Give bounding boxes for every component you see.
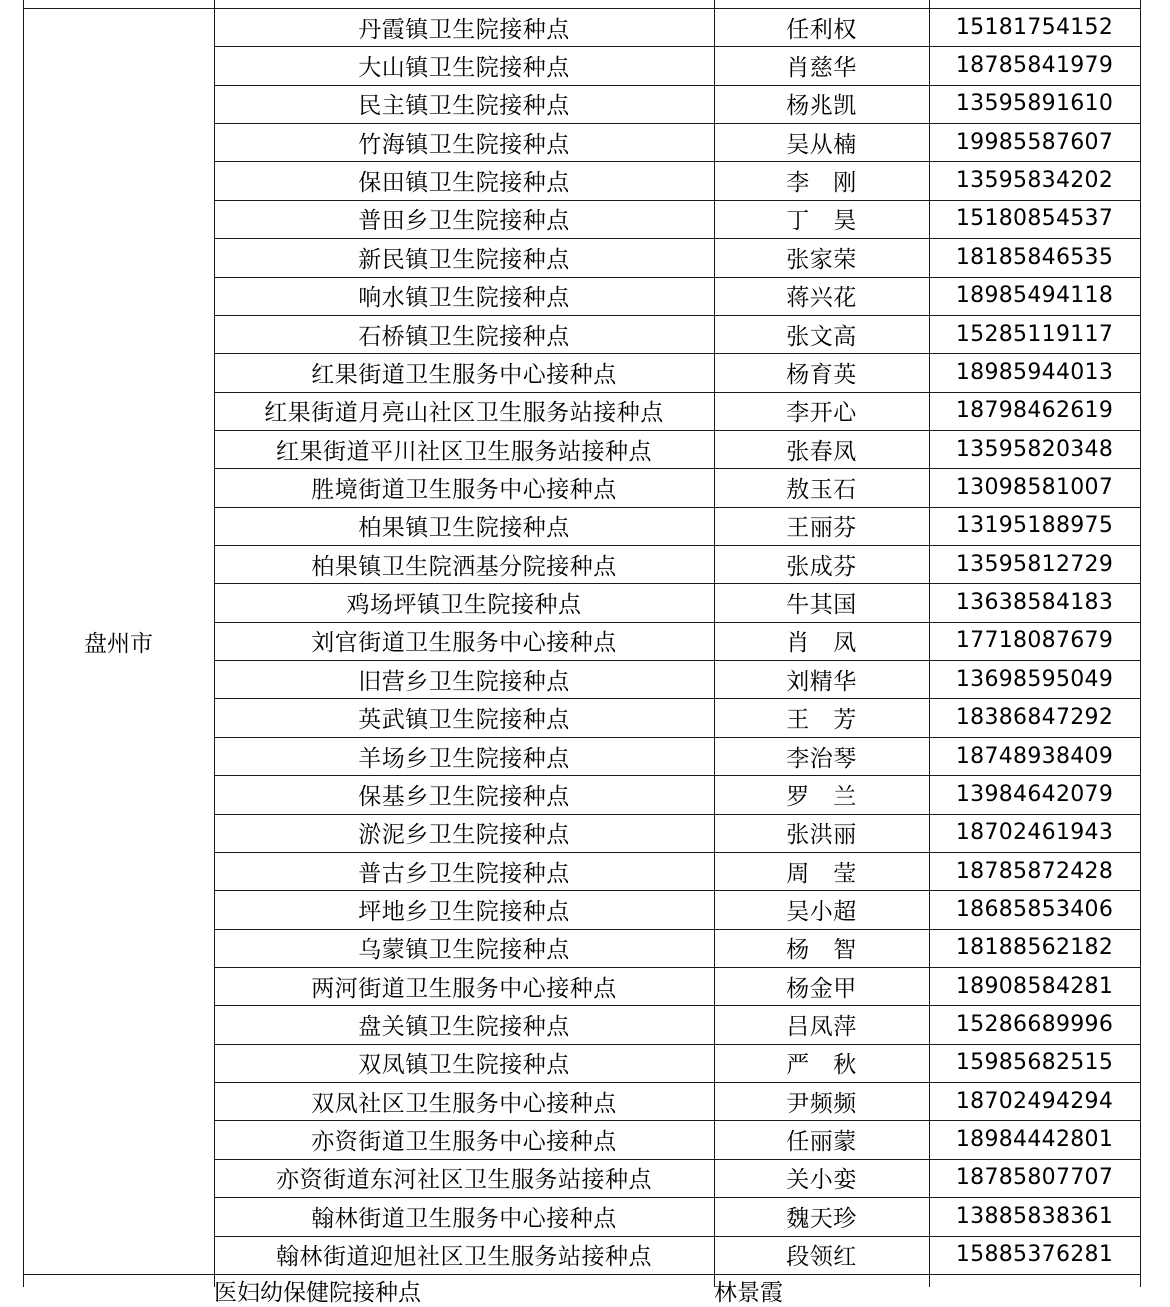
- row-divider: [214, 46, 1140, 47]
- contact-person-cell: 严 秋: [786, 1052, 857, 1079]
- phone-number-cell: 13885838361: [955, 1203, 1114, 1229]
- next-row-contact-partial: 林景霞: [714, 1280, 783, 1306]
- phone-number-cell: 18386847292: [955, 705, 1114, 731]
- column-divider: [1140, 0, 1141, 1287]
- site-name-cell: 亦资街道卫生服务中心接种点: [311, 1129, 617, 1156]
- column-divider: [929, 0, 930, 1287]
- phone-number-cell: 15286689996: [955, 1012, 1114, 1038]
- site-name-cell: 红果街道平川社区卫生服务站接种点: [276, 438, 652, 465]
- site-name-cell: 双凤镇卫生院接种点: [358, 1052, 570, 1079]
- site-name-cell: 刘官街道卫生服务中心接种点: [311, 630, 617, 657]
- row-divider: [23, 8, 1140, 9]
- row-divider: [214, 660, 1140, 661]
- phone-number-cell: 18185846535: [955, 244, 1114, 270]
- contact-person-cell: 尹频频: [786, 1090, 857, 1117]
- site-name-cell: 民主镇卫生院接种点: [358, 93, 570, 120]
- site-name-cell: 红果街道卫生服务中心接种点: [311, 361, 617, 388]
- phone-number-cell: 13595834202: [955, 168, 1114, 194]
- phone-number-cell: 13595820348: [955, 436, 1114, 462]
- contact-person-cell: 李 刚: [786, 170, 857, 197]
- contact-person-cell: 段领红: [786, 1244, 857, 1271]
- contact-person-cell: 王 芳: [786, 707, 857, 734]
- contact-person-cell: 丁 昊: [786, 208, 857, 235]
- site-name-cell: 响水镇卫生院接种点: [358, 285, 570, 312]
- row-divider: [214, 161, 1140, 162]
- phone-number-cell: 18748938409: [955, 743, 1114, 769]
- phone-number-cell: 18785841979: [955, 53, 1114, 79]
- contact-person-cell: 蒋兴花: [786, 285, 857, 312]
- phone-number-cell: 18685853406: [955, 896, 1114, 922]
- site-name-cell: 胜境街道卫生服务中心接种点: [311, 476, 617, 503]
- phone-number-cell: 18985494118: [955, 283, 1114, 309]
- site-name-cell: 英武镇卫生院接种点: [358, 707, 570, 734]
- phone-number-cell: 13098581007: [955, 474, 1114, 500]
- row-divider: [214, 507, 1140, 508]
- contact-person-cell: 杨育英: [786, 361, 857, 388]
- column-divider: [714, 0, 715, 1287]
- row-divider: [214, 1159, 1140, 1160]
- contact-person-cell: 李开心: [786, 400, 857, 427]
- row-divider: [214, 737, 1140, 738]
- next-row-site-partial: 医妇幼保健院接种点: [214, 1280, 421, 1306]
- row-divider: [214, 929, 1140, 930]
- row-divider: [214, 468, 1140, 469]
- phone-number-cell: 17718087679: [955, 628, 1114, 654]
- contact-person-cell: 张文高: [786, 323, 857, 350]
- phone-number-cell: 15285119117: [955, 321, 1114, 347]
- phone-number-cell: 15885376281: [955, 1242, 1114, 1268]
- site-name-cell: 柏果镇卫生院洒基分院接种点: [311, 553, 617, 580]
- site-name-cell: 盘关镇卫生院接种点: [358, 1014, 570, 1041]
- row-divider: [214, 1197, 1140, 1198]
- phone-number-cell: 18702461943: [955, 820, 1114, 846]
- phone-number-cell: 18908584281: [955, 973, 1114, 999]
- phone-number-cell: 13595891610: [955, 91, 1114, 117]
- phone-number-cell: 15985682515: [955, 1050, 1114, 1076]
- contact-person-cell: 关小娈: [786, 1167, 857, 1194]
- row-divider: [214, 123, 1140, 124]
- contact-person-cell: 张洪丽: [786, 822, 857, 849]
- row-divider: [214, 1082, 1140, 1083]
- site-name-cell: 羊场乡卫生院接种点: [358, 745, 570, 772]
- contact-person-cell: 吕凤萍: [786, 1014, 857, 1041]
- row-divider: [214, 852, 1140, 853]
- county-cell: 盘州市: [84, 630, 153, 657]
- site-name-cell: 乌蒙镇卫生院接种点: [358, 937, 570, 964]
- site-name-cell: 柏果镇卫生院接种点: [358, 515, 570, 542]
- phone-number-cell: 18785872428: [955, 858, 1114, 884]
- phone-number-cell: 15180854537: [955, 206, 1114, 232]
- phone-number-cell: 13638584183: [955, 590, 1114, 616]
- site-name-cell: 红果街道月亮山社区卫生服务站接种点: [264, 400, 664, 427]
- row-divider: [214, 200, 1140, 201]
- contact-person-cell: 周 莹: [786, 860, 857, 887]
- contact-person-cell: 王丽芬: [786, 515, 857, 542]
- contact-person-cell: 肖 凤: [786, 630, 857, 657]
- column-divider: [23, 0, 24, 1287]
- contact-person-cell: 杨 智: [786, 937, 857, 964]
- contact-person-cell: 敖玉石: [786, 476, 857, 503]
- phone-number-cell: 15181754152: [955, 14, 1114, 40]
- row-divider: [214, 698, 1140, 699]
- row-divider: [214, 775, 1140, 776]
- row-divider: [214, 430, 1140, 431]
- contact-person-cell: 吴从楠: [786, 131, 857, 158]
- site-name-cell: 坪地乡卫生院接种点: [358, 898, 570, 925]
- contact-person-cell: 牛其国: [786, 592, 857, 619]
- site-name-cell: 翰林街道卫生服务中心接种点: [311, 1205, 617, 1232]
- contact-person-cell: 李治琴: [786, 745, 857, 772]
- contact-person-cell: 任丽蒙: [786, 1129, 857, 1156]
- row-divider: [214, 814, 1140, 815]
- phone-number-cell: 18188562182: [955, 935, 1114, 961]
- row-divider: [214, 622, 1140, 623]
- phone-number-cell: 18785807707: [955, 1165, 1114, 1191]
- site-name-cell: 鸡场坪镇卫生院接种点: [346, 592, 582, 619]
- site-name-cell: 保田镇卫生院接种点: [358, 170, 570, 197]
- phone-number-cell: 13195188975: [955, 513, 1114, 539]
- site-name-cell: 普田乡卫生院接种点: [358, 208, 570, 235]
- row-divider: [214, 1236, 1140, 1237]
- contact-person-cell: 张家荣: [786, 246, 857, 273]
- row-divider: [214, 967, 1140, 968]
- contact-person-cell: 张春凤: [786, 438, 857, 465]
- row-divider: [214, 277, 1140, 278]
- column-divider: [214, 0, 215, 1287]
- row-divider: [214, 353, 1140, 354]
- row-divider: [214, 1005, 1140, 1006]
- contact-person-cell: 张成芬: [786, 553, 857, 580]
- phone-number-cell: 13984642079: [955, 781, 1114, 807]
- site-name-cell: 淤泥乡卫生院接种点: [358, 822, 570, 849]
- contact-person-cell: 罗 兰: [786, 783, 857, 810]
- contact-person-cell: 魏天珍: [786, 1205, 857, 1232]
- phone-number-cell: 18702494294: [955, 1088, 1114, 1114]
- row-divider: [214, 583, 1140, 584]
- row-divider: [214, 890, 1140, 891]
- phone-number-cell: 13698595049: [955, 666, 1114, 692]
- site-name-cell: 普古乡卫生院接种点: [358, 860, 570, 887]
- contact-person-cell: 刘精华: [786, 668, 857, 695]
- row-divider: [214, 1120, 1140, 1121]
- row-divider: [214, 545, 1140, 546]
- site-name-cell: 双凤社区卫生服务中心接种点: [311, 1090, 617, 1117]
- row-divider: [214, 85, 1140, 86]
- site-name-cell: 保基乡卫生院接种点: [358, 783, 570, 810]
- site-name-cell: 翰林街道迎旭社区卫生服务站接种点: [276, 1244, 652, 1271]
- phone-number-cell: 18984442801: [955, 1127, 1114, 1153]
- phone-number-cell: 18985944013: [955, 359, 1114, 385]
- row-divider: [214, 315, 1140, 316]
- contact-person-cell: 肖慈华: [786, 55, 857, 82]
- contact-person-cell: 杨金甲: [786, 975, 857, 1002]
- phone-number-cell: 19985587607: [955, 129, 1114, 155]
- site-name-cell: 两河街道卫生服务中心接种点: [311, 975, 617, 1002]
- phone-number-cell: 18798462619: [955, 398, 1114, 424]
- site-name-cell: 丹霞镇卫生院接种点: [358, 16, 570, 43]
- site-name-cell: 大山镇卫生院接种点: [358, 55, 570, 82]
- contact-person-cell: 任利权: [786, 16, 857, 43]
- phone-number-cell: 13595812729: [955, 551, 1114, 577]
- site-name-cell: 旧营乡卫生院接种点: [358, 668, 570, 695]
- site-name-cell: 新民镇卫生院接种点: [358, 246, 570, 273]
- row-divider: [214, 392, 1140, 393]
- site-name-cell: 竹海镇卫生院接种点: [358, 131, 570, 158]
- row-divider: [214, 1044, 1140, 1045]
- row-divider: [214, 238, 1140, 239]
- site-name-cell: 石桥镇卫生院接种点: [358, 323, 570, 350]
- contact-person-cell: 吴小超: [786, 898, 857, 925]
- site-name-cell: 亦资街道东河社区卫生服务站接种点: [276, 1167, 652, 1194]
- contact-person-cell: 杨兆凯: [786, 93, 857, 120]
